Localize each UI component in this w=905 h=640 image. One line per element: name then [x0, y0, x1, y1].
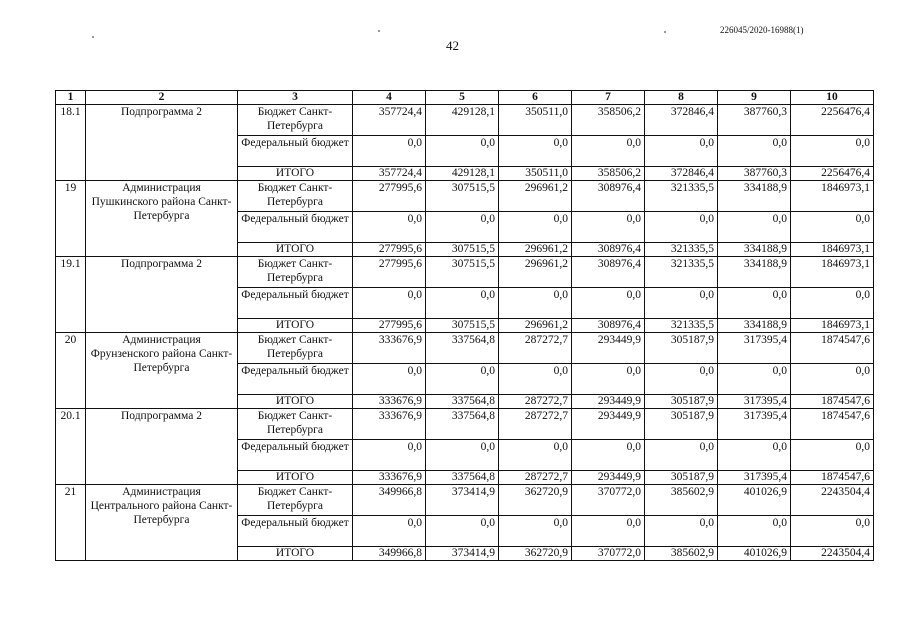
value-cell: 0,0 [499, 136, 572, 167]
value-cell: 0,0 [718, 364, 791, 395]
value-cell: 0,0 [426, 440, 499, 471]
value-cell: 321335,5 [645, 319, 718, 333]
value-cell: 1874547,6 [791, 395, 874, 409]
value-cell: 0,0 [353, 440, 426, 471]
value-cell: 333676,9 [353, 471, 426, 485]
value-cell: 0,0 [499, 364, 572, 395]
value-cell: 317395,4 [718, 395, 791, 409]
value-cell: 357724,4 [353, 105, 426, 136]
document-id: 226045/2020-16988(1) [720, 25, 804, 35]
table-row [56, 181, 874, 212]
value-cell: 0,0 [645, 212, 718, 243]
value-cell: 1846973,1 [791, 319, 874, 333]
value-cell: 308976,4 [572, 243, 645, 257]
value-cell: 0,0 [718, 440, 791, 471]
column-header: 9 [718, 91, 791, 105]
funding-source: Федеральный бюджет [238, 440, 353, 471]
funding-source: Бюджет Санкт-Петербурга [238, 333, 353, 364]
value-cell: 0,0 [353, 136, 426, 167]
value-cell: 317395,4 [718, 409, 791, 440]
value-cell: 372846,4 [645, 167, 718, 181]
value-cell: 401026,9 [718, 547, 791, 561]
funding-source: ИТОГО [238, 319, 353, 333]
value-cell: 307515,5 [426, 243, 499, 257]
value-cell: 296961,2 [499, 243, 572, 257]
value-cell: 0,0 [572, 364, 645, 395]
value-cell: 293449,9 [572, 395, 645, 409]
value-cell: 296961,2 [499, 181, 572, 212]
value-cell: 317395,4 [718, 333, 791, 364]
budget-table [55, 90, 874, 561]
row-number: 21 [56, 485, 86, 561]
value-cell: 337564,8 [426, 333, 499, 364]
column-number-row [56, 91, 874, 105]
value-cell: 401026,9 [718, 485, 791, 516]
value-cell: 287272,7 [499, 471, 572, 485]
value-cell: 0,0 [499, 440, 572, 471]
value-cell: 385602,9 [645, 485, 718, 516]
row-name: Администрация Фрунзенского района Санкт-Петербурга [86, 333, 238, 409]
value-cell: 0,0 [791, 212, 874, 243]
row-number: 18.1 [56, 105, 86, 181]
table-row [56, 257, 874, 288]
value-cell: 293449,9 [572, 409, 645, 440]
funding-source: Бюджет Санкт-Петербурга [238, 105, 353, 136]
funding-source: ИТОГО [238, 243, 353, 257]
value-cell: 1846973,1 [791, 257, 874, 288]
value-cell: 362720,9 [499, 547, 572, 561]
row-name: Подпрограмма 2 [86, 105, 238, 181]
value-cell: 334188,9 [718, 257, 791, 288]
value-cell: 0,0 [499, 516, 572, 547]
row-name: Администрация Центрального района Санкт-Петербурга [86, 485, 238, 561]
value-cell: 0,0 [572, 136, 645, 167]
value-cell: 0,0 [791, 516, 874, 547]
funding-source: ИТОГО [238, 547, 353, 561]
value-cell: 2256476,4 [791, 167, 874, 181]
value-cell: 307515,5 [426, 319, 499, 333]
value-cell: 305187,9 [645, 409, 718, 440]
row-number: 20.1 [56, 409, 86, 485]
value-cell: 0,0 [572, 440, 645, 471]
value-cell: 349966,8 [353, 547, 426, 561]
funding-source: ИТОГО [238, 471, 353, 485]
value-cell: 385602,9 [645, 547, 718, 561]
value-cell: 0,0 [791, 136, 874, 167]
value-cell: 0,0 [426, 212, 499, 243]
value-cell: 0,0 [572, 288, 645, 319]
value-cell: 0,0 [572, 516, 645, 547]
value-cell: 0,0 [718, 516, 791, 547]
funding-source: Федеральный бюджет [238, 212, 353, 243]
value-cell: 308976,4 [572, 257, 645, 288]
funding-source: ИТОГО [238, 167, 353, 181]
value-cell: 370772,0 [572, 547, 645, 561]
value-cell: 0,0 [718, 136, 791, 167]
value-cell: 350511,0 [499, 167, 572, 181]
value-cell: 372846,4 [645, 105, 718, 136]
value-cell: 293449,9 [572, 471, 645, 485]
row-name: Подпрограмма 2 [86, 257, 238, 333]
column-header: 6 [499, 91, 572, 105]
row-number: 19.1 [56, 257, 86, 333]
value-cell: 0,0 [645, 136, 718, 167]
value-cell: 0,0 [353, 212, 426, 243]
value-cell: 1874547,6 [791, 333, 874, 364]
funding-source: Федеральный бюджет [238, 364, 353, 395]
column-header: 2 [86, 91, 238, 105]
column-header: 1 [56, 91, 86, 105]
value-cell: 287272,7 [499, 333, 572, 364]
value-cell: 277995,6 [353, 257, 426, 288]
value-cell: 305187,9 [645, 395, 718, 409]
funding-source: Федеральный бюджет [238, 136, 353, 167]
value-cell: 350511,0 [499, 105, 572, 136]
value-cell: 0,0 [645, 516, 718, 547]
column-header: 8 [645, 91, 718, 105]
value-cell: 373414,9 [426, 485, 499, 516]
value-cell: 0,0 [791, 364, 874, 395]
value-cell: 0,0 [426, 136, 499, 167]
value-cell: 370772,0 [572, 485, 645, 516]
value-cell: 308976,4 [572, 181, 645, 212]
funding-source: ИТОГО [238, 395, 353, 409]
value-cell: 0,0 [645, 288, 718, 319]
column-header: 3 [238, 91, 353, 105]
funding-source: Бюджет Санкт-Петербурга [238, 485, 353, 516]
value-cell: 2256476,4 [791, 105, 874, 136]
funding-source: Федеральный бюджет [238, 288, 353, 319]
page-number: 42 [446, 38, 459, 53]
table-body [56, 105, 874, 561]
value-cell: 333676,9 [353, 409, 426, 440]
table-row [56, 485, 874, 516]
value-cell: 337564,8 [426, 409, 499, 440]
value-cell: 358506,2 [572, 167, 645, 181]
table-row [56, 105, 874, 136]
value-cell: 0,0 [353, 516, 426, 547]
row-number: 20 [56, 333, 86, 409]
value-cell: 293449,9 [572, 333, 645, 364]
value-cell: 1874547,6 [791, 471, 874, 485]
funding-source: Бюджет Санкт-Петербурга [238, 257, 353, 288]
value-cell: 358506,2 [572, 105, 645, 136]
value-cell: 308976,4 [572, 319, 645, 333]
value-cell: 0,0 [353, 288, 426, 319]
table-row [56, 333, 874, 364]
value-cell: 0,0 [718, 288, 791, 319]
value-cell: 0,0 [791, 440, 874, 471]
funding-source: Бюджет Санкт-Петербурга [238, 409, 353, 440]
value-cell: 0,0 [426, 516, 499, 547]
value-cell: 296961,2 [499, 319, 572, 333]
value-cell: 373414,9 [426, 547, 499, 561]
value-cell: 0,0 [791, 288, 874, 319]
value-cell: 333676,9 [353, 333, 426, 364]
value-cell: 305187,9 [645, 333, 718, 364]
value-cell: 0,0 [353, 364, 426, 395]
value-cell: 305187,9 [645, 471, 718, 485]
value-cell: 429128,1 [426, 167, 499, 181]
value-cell: 334188,9 [718, 319, 791, 333]
value-cell: 349966,8 [353, 485, 426, 516]
value-cell: 333676,9 [353, 395, 426, 409]
value-cell: 2243504,4 [791, 485, 874, 516]
value-cell: 1846973,1 [791, 243, 874, 257]
funding-source: Бюджет Санкт-Петербурга [238, 181, 353, 212]
row-name: Администрация Пушкинского района Санкт-Петербурга [86, 181, 238, 257]
value-cell: 429128,1 [426, 105, 499, 136]
value-cell: 1846973,1 [791, 181, 874, 212]
value-cell: 321335,5 [645, 257, 718, 288]
value-cell: 277995,6 [353, 243, 426, 257]
value-cell: 321335,5 [645, 181, 718, 212]
value-cell: 287272,7 [499, 395, 572, 409]
value-cell: 1874547,6 [791, 409, 874, 440]
value-cell: 0,0 [426, 288, 499, 319]
funding-source: Федеральный бюджет [238, 516, 353, 547]
scan-speck [664, 31, 666, 33]
value-cell: 321335,5 [645, 243, 718, 257]
value-cell: 0,0 [645, 440, 718, 471]
value-cell: 307515,5 [426, 181, 499, 212]
value-cell: 0,0 [718, 212, 791, 243]
value-cell: 362720,9 [499, 485, 572, 516]
value-cell: 337564,8 [426, 471, 499, 485]
value-cell: 334188,9 [718, 181, 791, 212]
value-cell: 317395,4 [718, 471, 791, 485]
row-number: 19 [56, 181, 86, 257]
value-cell: 277995,6 [353, 319, 426, 333]
value-cell: 0,0 [645, 364, 718, 395]
scan-speck [378, 30, 380, 32]
value-cell: 387760,3 [718, 167, 791, 181]
value-cell: 0,0 [572, 212, 645, 243]
value-cell: 0,0 [426, 364, 499, 395]
value-cell: 307515,5 [426, 257, 499, 288]
value-cell: 357724,4 [353, 167, 426, 181]
table-row [56, 409, 874, 440]
value-cell: 2243504,4 [791, 547, 874, 561]
value-cell: 277995,6 [353, 181, 426, 212]
value-cell: 296961,2 [499, 257, 572, 288]
column-header: 5 [426, 91, 499, 105]
value-cell: 0,0 [499, 212, 572, 243]
value-cell: 334188,9 [718, 243, 791, 257]
value-cell: 0,0 [499, 288, 572, 319]
row-name: Подпрограмма 2 [86, 409, 238, 485]
column-header: 4 [353, 91, 426, 105]
column-header: 10 [791, 91, 874, 105]
scan-speck [92, 36, 94, 38]
value-cell: 337564,8 [426, 395, 499, 409]
column-header: 7 [572, 91, 645, 105]
value-cell: 287272,7 [499, 409, 572, 440]
value-cell: 387760,3 [718, 105, 791, 136]
